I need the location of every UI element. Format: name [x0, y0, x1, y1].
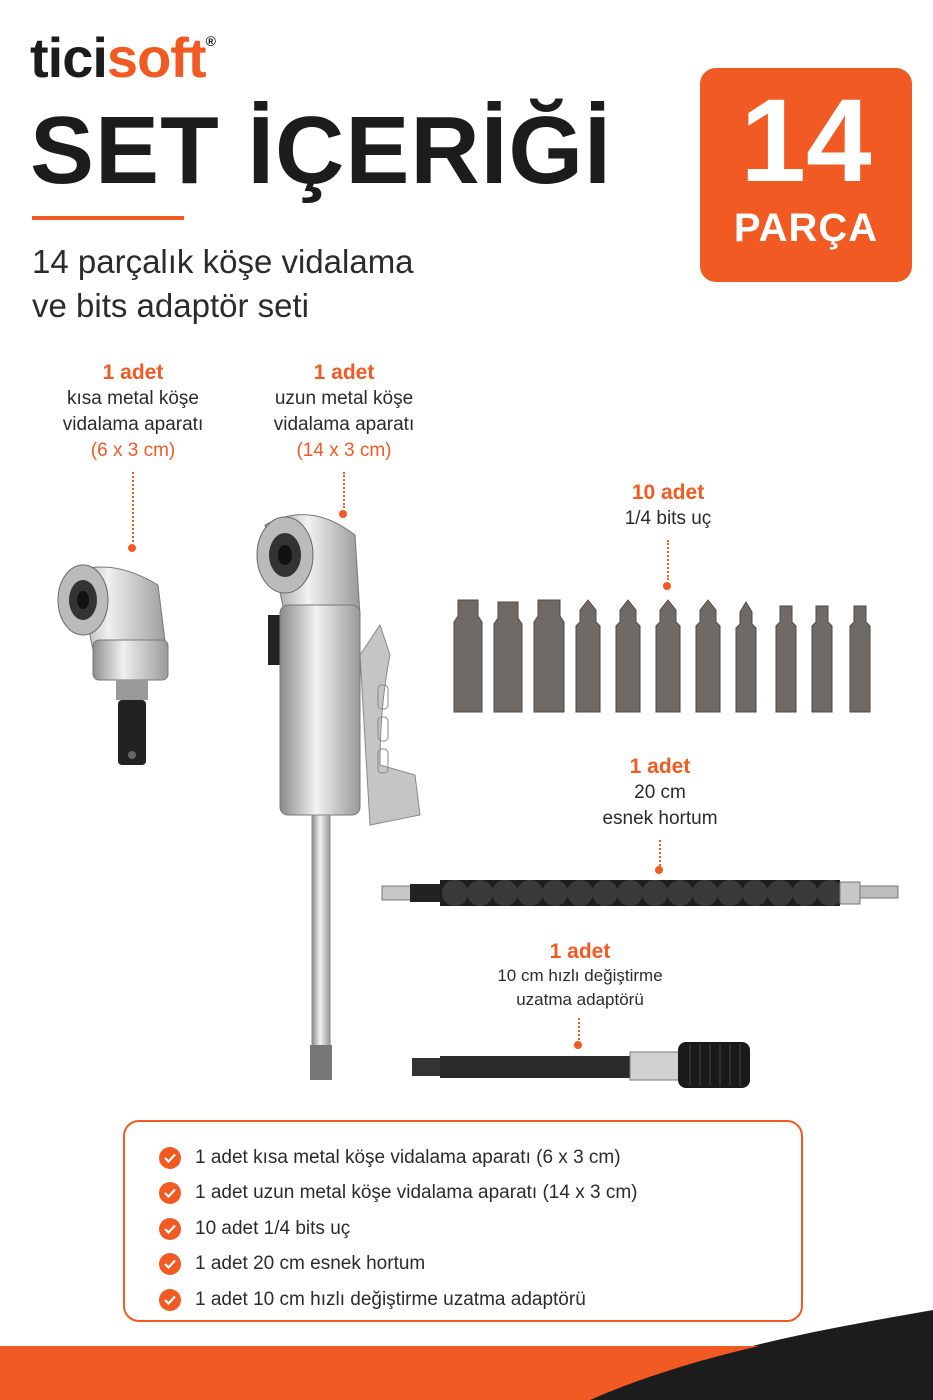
leader-line — [659, 840, 661, 866]
check-icon — [159, 1147, 181, 1169]
list-item: 1 adet 10 cm hızlı değiştirme uzatma adaptörü — [159, 1282, 801, 1318]
flex-hose-image — [380, 870, 905, 920]
leader-dot — [663, 582, 671, 590]
check-icon — [159, 1182, 181, 1204]
item-label-bits: 10 adet 1/4 bits uç — [624, 481, 712, 529]
long-angle-adapter-image — [240, 505, 430, 1085]
extension-adapter-image — [410, 1040, 755, 1090]
check-icon — [159, 1218, 181, 1240]
list-item: 1 adet kısa metal köşe vidalama aparatı (6 x 3 cm) — [159, 1140, 801, 1176]
page-title: SET İÇERİĞİ — [30, 97, 612, 204]
list-item: 10 adet 1/4 bits uç — [159, 1211, 801, 1247]
short-angle-adapter-image — [48, 555, 178, 775]
leader-line — [578, 1018, 580, 1040]
page-subtitle: 14 parçalık köşe vidalama ve bits adaptör seti — [32, 243, 414, 324]
check-icon — [159, 1289, 181, 1311]
item-label-extension: 1 adet 10 cm hızlı değiştirme uzatma adaptörü — [497, 940, 663, 1009]
brand-logo: ticisoft® — [30, 26, 215, 89]
leader-line — [667, 540, 669, 580]
contents-summary-box — [123, 1120, 803, 1322]
piece-count-badge: 14 PARÇA — [700, 68, 912, 282]
title-underline — [32, 216, 184, 220]
contents-list — [125, 1122, 801, 1318]
list-item: 1 adet 20 cm esnek hortum — [159, 1247, 801, 1283]
list-item: 1 adet uzun metal köşe vidalama aparatı (14 x 3 cm) — [159, 1176, 801, 1212]
item-label-long-angle: 1 adet uzun metal köşe vidalama aparatı (14 x 3 cm) — [273, 361, 415, 461]
item-label-flex-hose: 1 adet 20 cm esnek hortum — [602, 755, 718, 829]
leader-line — [132, 472, 134, 542]
bits-image — [450, 592, 890, 722]
leader-line — [343, 472, 345, 508]
leader-dot — [128, 544, 136, 552]
item-label-short-angle: 1 adet kısa metal köşe vidalama aparatı (6 x 3 cm) — [62, 361, 204, 461]
check-icon — [159, 1253, 181, 1275]
